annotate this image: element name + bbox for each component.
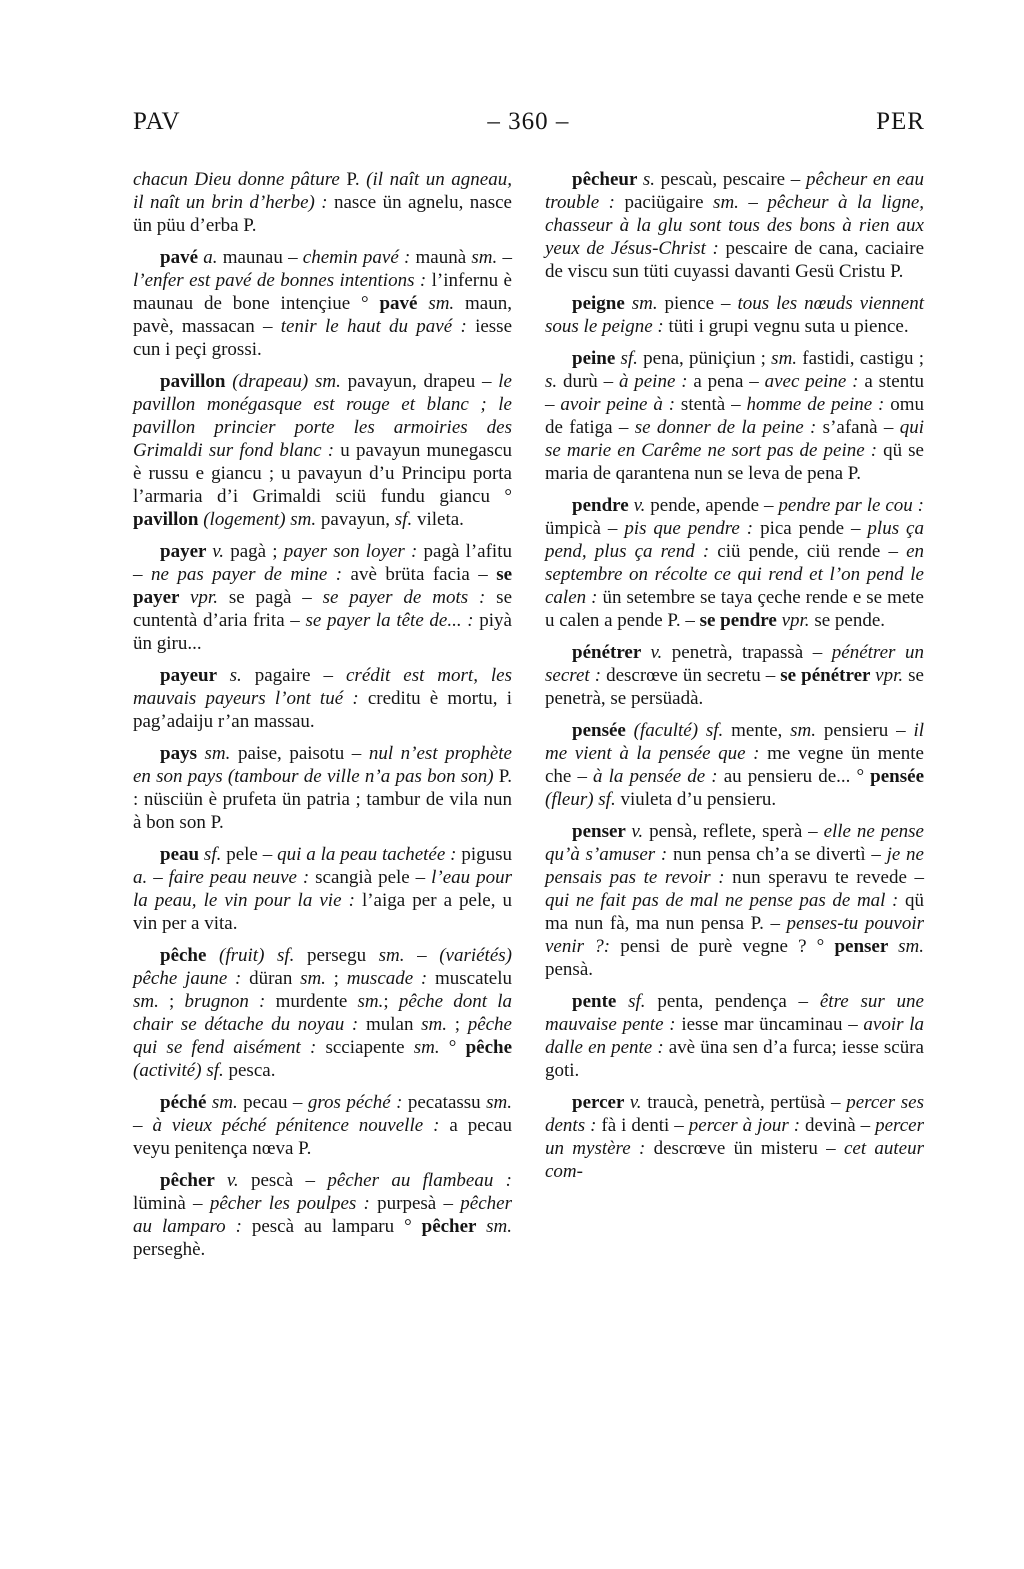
entry-text: düran xyxy=(249,968,301,989)
entry-text: il me vient à la pensée que : xyxy=(545,720,924,764)
entry-text: v. xyxy=(633,495,646,516)
entry-text: à vieux péché pénitence nouvelle : xyxy=(152,1115,450,1136)
entry-text: persegu xyxy=(294,945,379,966)
headword: pente xyxy=(572,991,629,1012)
entry-pecheur xyxy=(545,168,924,283)
entry-text: qui se marie en Carême ne sort pas de peine : xyxy=(545,417,924,461)
entry-text: – xyxy=(404,945,440,966)
entry-text: scangià pele – xyxy=(315,867,432,888)
entry-text: pescaire de cana, caciaire de viscu sun tüti cuyassi davanti Gesü Cristu P. xyxy=(545,238,925,282)
entry-text: ün setembre se taya çeche rende e se mete u calen a pende P. – xyxy=(545,587,924,631)
entry-text: nul n’est prophète en son pays (tambour de ville n’a pas bon son) xyxy=(133,743,512,787)
entry-text: stentà – xyxy=(680,394,747,415)
entry-text: – xyxy=(147,867,169,888)
entry-text: fà i denti – xyxy=(601,1115,689,1136)
entry-text: ° xyxy=(439,1037,466,1058)
entry-text: penses-tu pouvoir venir ?: xyxy=(545,913,924,957)
entry-text: P. xyxy=(346,169,367,190)
entry-text: penetrà, trapassà – xyxy=(662,642,832,663)
entry-payer xyxy=(133,540,512,655)
entry-text: vpr. xyxy=(189,587,218,608)
entry-text: a. xyxy=(203,247,218,268)
entry-text: mente, xyxy=(723,720,791,741)
entry-text: pescà au lamparu ° xyxy=(251,1216,422,1237)
entry-text: traucà, penetrà, pertüsà – xyxy=(641,1092,847,1113)
headword: pêcheur xyxy=(572,169,643,190)
headword: pêcher xyxy=(421,1216,487,1237)
entry-text: scciapente xyxy=(325,1037,414,1058)
entry-text: durù – xyxy=(557,371,619,392)
entry-text: chacun Dieu donne pâture xyxy=(133,169,347,190)
entry-text: (fruit) sf. xyxy=(219,945,295,966)
entry-text: se pagà – xyxy=(217,587,323,608)
headword: se pendre xyxy=(699,610,782,631)
entry-text: être sur une mauvaise pente : xyxy=(545,991,924,1035)
headword: péché xyxy=(160,1092,212,1113)
entry-text: (logement) sm. xyxy=(203,509,317,530)
entry-text: s. xyxy=(229,665,242,686)
entry-text: devinà – xyxy=(805,1115,876,1136)
entry-text: sm. xyxy=(471,247,498,268)
headword: percer xyxy=(572,1092,630,1113)
entry-text: pescaù, pescaire – xyxy=(654,169,807,190)
entry-text: sm. xyxy=(421,1014,448,1035)
entry-text: sm. xyxy=(413,1037,440,1058)
entry-text: se cuntentà d’aria frita – xyxy=(133,587,512,631)
entry-peau xyxy=(133,843,512,935)
entry-text: piyà ün giru... xyxy=(133,610,512,654)
entry-text: ciü pende, ciü rende – xyxy=(717,541,907,562)
entry-text: paise, paisotu – xyxy=(230,743,369,764)
headword: pavé xyxy=(160,247,204,268)
entry-text: l’infernu è maunau de bone intençiue ° xyxy=(133,270,512,314)
entry-text: pescà – xyxy=(238,1170,328,1191)
entry-text: sm. xyxy=(378,945,405,966)
entry-text: fastidi, castigu ; xyxy=(797,348,925,369)
entry-pave xyxy=(133,246,512,361)
entry-text: maun, pavè, massacan – xyxy=(133,293,512,337)
entry-text: sm. xyxy=(300,968,326,989)
entry-text: a pecau veyu penitença nœva P. xyxy=(133,1115,513,1159)
entry-text: percer à jour : xyxy=(688,1115,806,1136)
entry-text: homme de peine : xyxy=(746,394,891,415)
entry-text: faire peau neuve : xyxy=(168,867,316,888)
entry-text: sm. xyxy=(771,348,798,369)
entry-text: vpr. xyxy=(781,610,810,631)
headword: pavillon xyxy=(133,509,204,530)
entry-text: (activité) sf. xyxy=(133,1060,224,1081)
entry-text: viuleta d’u pensieru. xyxy=(615,789,777,810)
entry-text: ; xyxy=(325,968,347,989)
header-guide-word-left: PAV xyxy=(133,108,181,135)
entry-text: lüminà – xyxy=(133,1193,210,1214)
entry-text: pensà. xyxy=(545,959,594,980)
headword: peigne xyxy=(572,293,632,314)
headword: penser xyxy=(572,821,632,842)
entry-text: tous les nœuds viennent sous le peigne : xyxy=(545,293,924,337)
entry-pays xyxy=(133,742,512,834)
entry-text: avè üna sen d’a furca; iesse scüra goti. xyxy=(545,1037,924,1081)
entry-text: tenir le haut du pavé : xyxy=(280,316,476,337)
entry-text: sf. xyxy=(394,509,413,530)
entry-text: pis que pendre : xyxy=(624,518,761,539)
entry-text: v. xyxy=(650,642,663,663)
entry-text: se payer de mots : xyxy=(322,587,497,608)
entry-text: nun pensa ch’a se divertì – xyxy=(672,844,887,865)
entry-text: a pena – xyxy=(693,371,765,392)
headword: peau xyxy=(160,844,204,865)
entry-text: pénétrer un secret : xyxy=(545,642,924,686)
entry-text: a stentu – xyxy=(545,371,924,415)
entry-text: sm. xyxy=(428,293,455,314)
entry-text: pêcheur en eau trouble : xyxy=(545,169,925,213)
entry-text: P. : nüsciün è prufeta ün patria ; tambur de vila nun à bon son P. xyxy=(133,766,512,833)
entry-text: pêcher au flambeau : xyxy=(327,1170,513,1191)
entry-text: sm. xyxy=(204,743,231,764)
entry-text: l’aiga per a pele, u vin per a vita. xyxy=(133,890,513,934)
entry-text: sm. xyxy=(357,991,384,1012)
entry-pensee xyxy=(545,719,924,811)
entry-text: nun speravu te revede – xyxy=(732,867,924,888)
entry-text: au pensieru de... ° xyxy=(723,766,871,787)
entry-text: se payer la tête de... : xyxy=(305,610,480,631)
headword: penser xyxy=(834,936,899,957)
entry-text: u pavayun munegascu è russu e giancu ; u pavayun d’u Principu porta l’armaria d’i Grimaldi sciü fundu giancu ° xyxy=(133,440,512,507)
entry-text: iesse cun i peçi grossi. xyxy=(133,316,512,360)
entry-text: pêcher au lamparo : xyxy=(133,1193,512,1237)
entry-text: crédit est mort, les mauvais payeurs l’ont tué : xyxy=(133,665,512,709)
entry-text: sm. xyxy=(898,936,925,957)
entry-text: sm. xyxy=(486,1216,512,1237)
headword: pénétrer xyxy=(572,642,651,663)
two-column-text-block xyxy=(133,168,925,1261)
entry-text: qui ne fait pas de mal ne pense pas de mal : xyxy=(545,890,905,911)
entry-text: chemin pavé : xyxy=(302,247,416,268)
entry-text: pendre par le cou : xyxy=(778,495,924,516)
entry-text: v. xyxy=(212,541,225,562)
entry-text: pience – xyxy=(657,293,738,314)
entry-text: qui a la peau tachetée : xyxy=(277,844,462,865)
entry-text: pigusu xyxy=(461,844,512,865)
entry-text: avoir peine à : xyxy=(560,394,681,415)
entry-text: à peine : xyxy=(618,371,694,392)
entry-text: sf. xyxy=(203,844,222,865)
entry-text: plus ça pend, plus ça rend : xyxy=(545,518,924,562)
entry-text: (variétés) pêche jaune : xyxy=(133,945,512,989)
entry-text: payer son loyer : xyxy=(283,541,424,562)
entry-text: pêche dont la chair se détache du noyau : xyxy=(133,991,513,1035)
headword: pêche xyxy=(160,945,220,966)
entry-text: pecatassu xyxy=(407,1092,487,1113)
entry-text: pagà l’afitu – xyxy=(133,541,512,585)
entry-text: v. xyxy=(226,1170,239,1191)
entry-text: brugnon : xyxy=(184,991,276,1012)
entry-text: v. xyxy=(631,821,644,842)
entry-text: purpesà – xyxy=(377,1193,461,1214)
entry-text: pêche qui se fend aisément : xyxy=(133,1014,512,1058)
entry-text: percer un mystère : xyxy=(545,1115,924,1159)
entry-pavillon xyxy=(133,370,512,531)
entry-text: pagà ; xyxy=(224,541,284,562)
entry-text: pavayun, xyxy=(316,509,395,530)
entry-text: l’eau pour la peau, le vin pour la vie : xyxy=(133,867,512,911)
entry-text: avec peine : xyxy=(764,371,865,392)
entry-text: se pende. xyxy=(809,610,886,631)
entry-text: perseghè. xyxy=(133,1239,206,1260)
entry-text: ; xyxy=(447,1014,468,1035)
entry-text: pensà, reflete, sperà – xyxy=(643,821,824,842)
entry-text: – xyxy=(497,247,513,268)
entry-text: – xyxy=(133,1115,153,1136)
entry-text: sm. xyxy=(211,1092,238,1113)
entry-text: omu de fatiga – xyxy=(545,394,925,438)
entry-text: ; xyxy=(158,991,185,1012)
entry-penetrer xyxy=(545,641,924,710)
right-column xyxy=(545,168,924,1261)
page-header xyxy=(133,108,925,136)
left-column xyxy=(133,168,512,1261)
entry-text: (fleur) sf. xyxy=(545,789,616,810)
entry-text: creditu è mortu, i pag’adaiju r’an massau. xyxy=(133,688,512,732)
entry-text: paciügaire xyxy=(624,192,714,213)
entry-text: je ne pensais pas te revoir : xyxy=(545,844,924,888)
entry-text: me vegne ün mente che – xyxy=(545,743,924,787)
entry-text: iesse mar üncaminau – xyxy=(681,1014,864,1035)
entry-penser xyxy=(545,820,924,981)
entry-peche-sm xyxy=(133,1091,512,1160)
header-guide-word-right: PER xyxy=(876,108,925,135)
entry-text: ; xyxy=(383,991,399,1012)
entry-text: ümpicà – xyxy=(545,518,625,539)
entry-text: s. xyxy=(642,169,655,190)
entry-text: le pavillon monégasque est rouge et blanc ; le pavillon princier porte les armoiries des Grimaldi sur fond blanc : xyxy=(133,371,512,461)
entry-text: v. xyxy=(629,1092,642,1113)
entry-text: pavayun, drapeu – xyxy=(340,371,499,392)
entry-text: (il naît un agneau, il naît un brin d’herbe) : xyxy=(133,169,512,213)
headword: pendre xyxy=(572,495,634,516)
entry-text: maunà xyxy=(415,247,472,268)
entry-text: nasce ün agnelu, nasce ün püu d’erba P. xyxy=(133,192,512,236)
entry-text: vileta. xyxy=(412,509,464,530)
header-page-number: – 360 – xyxy=(487,108,570,135)
entry-text: penta, pendença – xyxy=(645,991,820,1012)
entry-text: pensi de purè vegne ? ° xyxy=(620,936,835,957)
entry-text: avoir la dalle en pente : xyxy=(545,1014,924,1058)
entry-text: ne pas payer de mine : xyxy=(150,564,351,585)
headword: payer xyxy=(160,541,213,562)
entry-text: maunau – xyxy=(217,247,303,268)
entry-pendre xyxy=(545,494,924,632)
entry-peche-fruit xyxy=(133,944,512,1082)
headword: payeur xyxy=(160,665,230,686)
entry-pecher xyxy=(133,1169,512,1261)
headword: peine xyxy=(572,348,621,369)
entry-text: en septembre on récolte ce qui rend et l’on pend le calen : xyxy=(545,541,924,608)
entry-text: pele – xyxy=(221,844,278,865)
entry-peine xyxy=(545,347,924,485)
entry-text: pica pende – xyxy=(760,518,868,539)
entry-text: (faculté) sf. xyxy=(633,720,724,741)
entry-percer xyxy=(545,1091,924,1183)
headword: pêche xyxy=(465,1037,512,1058)
entry-text: muscatelu xyxy=(434,968,513,989)
entry-text: descrœve ün misteru – xyxy=(653,1138,844,1159)
entry-text: – xyxy=(738,192,768,213)
entry-text: pêcheur à la ligne, chasseur à la glu sont tous des bons à rien aux yeux de Jésus-Christ : xyxy=(545,192,924,259)
entry-text: gros péché : xyxy=(307,1092,408,1113)
entry-pente xyxy=(545,990,924,1082)
continuation-paragraph xyxy=(133,168,512,237)
headword: se payer xyxy=(133,564,513,608)
headword: pavé xyxy=(379,293,429,314)
headword: pays xyxy=(160,743,205,764)
headword: se pénétrer xyxy=(780,665,876,686)
headword: pavillon xyxy=(160,371,233,392)
entry-text: s’afanà – xyxy=(822,417,900,438)
entry-text: avè brüta facia – xyxy=(350,564,497,585)
entry-text: sm. xyxy=(713,192,739,213)
entry-peigne xyxy=(545,292,924,338)
entry-text: cet auteur com- xyxy=(545,1138,924,1182)
entry-text: murdente xyxy=(275,991,358,1012)
headword: pêcher xyxy=(160,1170,227,1191)
entry-payeur xyxy=(133,664,512,733)
entry-text: s. xyxy=(545,371,558,392)
entry-text: sf. xyxy=(620,348,638,369)
entry-text: pena, püniçiun ; xyxy=(637,348,772,369)
entry-text: qü se maria de qarantena nun se leva de pena P. xyxy=(545,440,924,484)
headword: pensée xyxy=(572,720,634,741)
entry-text: muscade : xyxy=(346,968,435,989)
entry-text: (drapeau) sm. xyxy=(232,371,341,392)
entry-text: sm. xyxy=(631,293,658,314)
entry-text: à la pensée de : xyxy=(593,766,724,787)
entry-text: se donner de la peine : xyxy=(634,417,823,438)
entry-text: a. xyxy=(133,867,148,888)
entry-text: sm. xyxy=(486,1092,512,1113)
entry-text: pensieru – xyxy=(816,720,914,741)
entry-text: pende, apende – xyxy=(645,495,779,516)
entry-text: sf. xyxy=(628,991,646,1012)
entry-text: qü ma nun fà, ma nun pensa P. – xyxy=(545,890,924,934)
entry-text: mulan xyxy=(365,1014,422,1035)
entry-text: pesca. xyxy=(223,1060,276,1081)
entry-text: sm. xyxy=(790,720,817,741)
entry-text: elle ne pense qu’à s’amuser : xyxy=(545,821,924,865)
entry-text: tüti i grupi vegnu suta u pience. xyxy=(668,316,909,337)
entry-text: pagaire – xyxy=(241,665,346,686)
entry-text: pecau – xyxy=(237,1092,308,1113)
entry-text: se penetrà, se persüadà. xyxy=(545,665,924,709)
entry-text: sm. xyxy=(133,991,159,1012)
entry-text: l’enfer est pavé de bonnes intentions : xyxy=(133,270,432,291)
entry-text: vpr. xyxy=(875,665,904,686)
entry-text: pêcher les poulpes : xyxy=(209,1193,378,1214)
entry-text: descrœve ün secretu – xyxy=(606,665,781,686)
headword: pensée xyxy=(870,766,924,787)
entry-text: percer ses dents : xyxy=(545,1092,925,1136)
